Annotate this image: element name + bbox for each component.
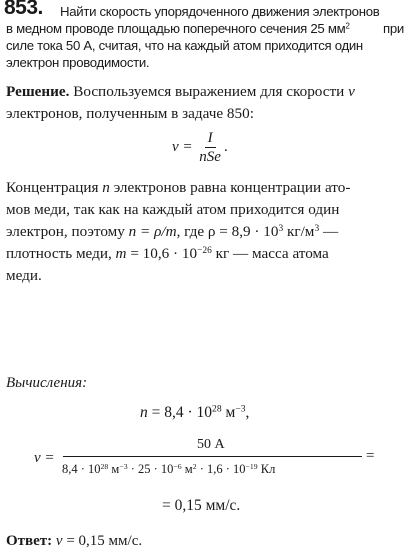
velocity-result: = 0,15 мм/с. bbox=[162, 497, 241, 514]
answer-label: Ответ: bbox=[6, 533, 53, 549]
condition-pri: при bbox=[383, 21, 404, 36]
concentration-line-4: плотность меди, $m = 10,6 \cdot 10^{-26}$ кг — масса атома bbox=[6, 245, 329, 262]
condition-line-3: силе тока 50 А, считая, что на каждый атом приходится один bbox=[6, 38, 363, 53]
solution-line-2: электронов, полученным в задаче 850: bbox=[6, 105, 254, 122]
fraction-bar bbox=[63, 456, 362, 457]
velocity-equals: = bbox=[366, 448, 375, 464]
solution-label: Решение. bbox=[6, 83, 70, 100]
condition-line-2: в медном проводе площадью поперечного сечения 25 $мм^2$ bbox=[6, 21, 350, 36]
solution-line-1: Решение. Воспользуемся выражением для скорости v bbox=[6, 83, 355, 100]
answer-line: Ответ: v = 0,15 мм/с. bbox=[6, 533, 143, 549]
concentration-value: $n = 8,4 \cdot 10^{28}$ $м^{-3}$, bbox=[140, 403, 250, 421]
velocity-numerator: 50 А bbox=[197, 437, 225, 452]
concentration-line-1: Концентрация n электронов равна концентрации ато- bbox=[6, 179, 351, 196]
calculations-label: Вычисления: bbox=[6, 375, 88, 391]
concentration-line-3: электрон, поэтому n = ρ/m, где $\rho = 8,9 \cdot 10^3$ $кг/м^3$ — bbox=[6, 223, 339, 240]
concentration-line-5: меди. bbox=[6, 267, 42, 284]
velocity-denominator: $8,4 \cdot 10^{28}$ $м^{-3} \cdot 25 \cdot 10^{-6}$ $м^2 \cdot 1,6 \cdot 10^{-19}$ Кл bbox=[62, 461, 276, 476]
concentration-line-2: мов меди, так как на каждый атом приходится один bbox=[6, 201, 340, 218]
problem-number: 853. bbox=[4, 0, 43, 19]
velocity-formula: v = $\frac{I}{\text{nSe}}$ . bbox=[172, 130, 228, 165]
velocity-lhs: v = bbox=[34, 450, 55, 466]
condition-line-1: Найти скорость упорядоченного движения электронов bbox=[60, 4, 380, 19]
condition-line-4: электрон проводимости. bbox=[6, 55, 150, 70]
